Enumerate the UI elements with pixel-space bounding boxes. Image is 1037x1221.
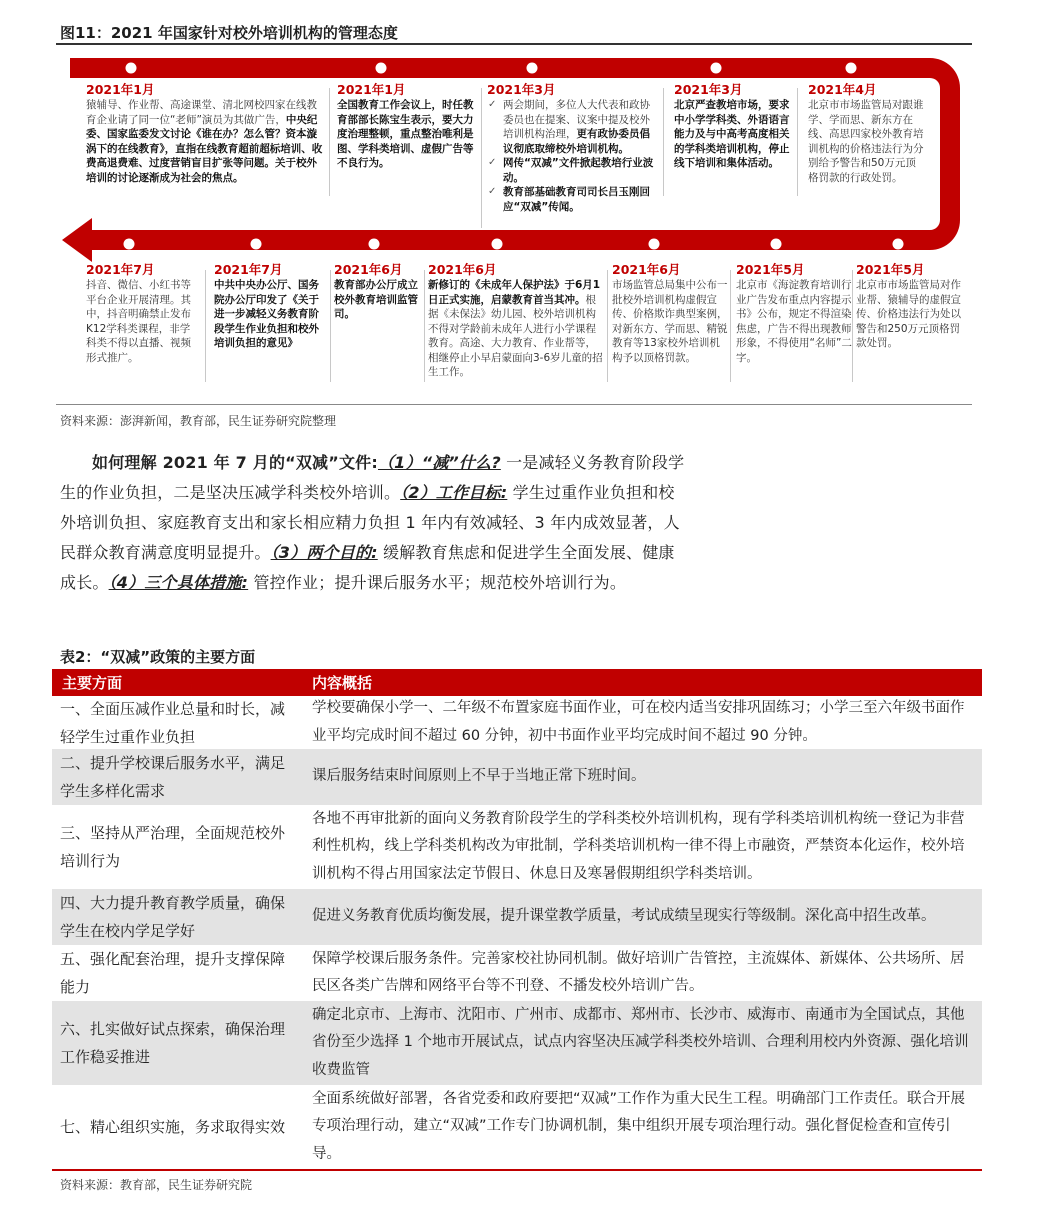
table-bottom-rule <box>52 1169 982 1171</box>
card-body <box>856 278 968 351</box>
row-aspect: 六、扎实做好试点探索，确保治理工作稳妥推进 <box>60 1020 286 1066</box>
card-text: 两会期间，多位人大代表和政协委员也在提案、议案中提及校外培训机构治理， <box>503 99 650 140</box>
timeline-card-bottom <box>612 262 728 365</box>
header-aspect: 主要方面 <box>62 674 123 692</box>
policy-table <box>52 669 982 1171</box>
card-text: 抖音、微信、小红书等平台企业开展清理。其中，抖音明确禁止发布K12学科类课程，非学科类不得以直播、视频形式推广。 <box>86 279 191 364</box>
row-aspect: 四、大力提升教育教学质量，确保学生在校内学足学好 <box>60 894 286 940</box>
card-body <box>428 278 606 380</box>
card-text: 北京市《海淀教育培训行业广告发布重点内容提示书》公布，规定不得渲染焦虑，广告不得出现教师形象，不得使用“名师”二字。 <box>736 279 852 364</box>
table-row <box>52 805 982 889</box>
table-row <box>52 945 982 1001</box>
figure-title: 图11：2021 年国家针对校外培训机构的管理态度 <box>60 24 398 42</box>
divider <box>852 270 853 382</box>
card-text: 教育部基础教育司司长吕玉刚回应“双减”传闻。 <box>503 186 650 213</box>
paragraph-keyword: （3）两个目的: <box>270 543 378 562</box>
card-body <box>337 98 477 171</box>
row-aspect: 五、强化配套治理，提升支撑保障能力 <box>60 950 286 996</box>
row-aspect: 一、全面压减作业总量和时长，减轻学生过重作业负担 <box>60 699 286 746</box>
row-content: 各地不再审批新的面向义务教育阶段学生的学科类校外培训机构，现有学科类培训机构统一登记为非营利性机构，线上学科类机构改为审批制，学科类培训机构一律不得上市融资，严禁资本化运作，校外培训机构不得占用国家法定节假日、休息日及寒暑假期组织学科类培训。 <box>312 810 965 882</box>
card-date: 2021年3月 <box>487 82 556 97</box>
row-aspect: 三、坚持从严治理，全面规范校外培训行为 <box>60 824 286 870</box>
timeline-dot <box>124 239 135 250</box>
row-content: 全面系统做好部署，各省党委和政府要把“双减”工作作为重大民生工程。明确部门工作责任。联合开展专项治理行动，建立“双减”工作专门协调机制，集中组织开展专项治理行动。强化督促检查和宣传引导。 <box>312 1090 966 1162</box>
row-content: 学校要确保小学一、二年级不布置家庭书面作业，可在校内适当安排巩固练习；小学三至六年级书面作业平均完成时间不超过 60 分钟，初中书面作业平均完成时间不超过 90 分钟。 <box>312 700 965 744</box>
header-content: 内容概括 <box>312 674 373 692</box>
card-text: 教育部办公厅成立校外教育培训监管司。 <box>334 279 418 320</box>
card-body <box>612 278 728 365</box>
card-date: 2021年6月 <box>612 262 681 277</box>
timeline-dot <box>376 63 387 74</box>
table-title: 表2：“双减”政策的主要方面 <box>60 648 256 666</box>
paragraph-keyword: （1）“减”什么? <box>377 453 501 472</box>
card-body <box>808 98 926 185</box>
timeline-dot <box>527 63 538 74</box>
timeline-dot <box>649 239 660 250</box>
divider <box>607 270 608 382</box>
paragraph-text: 如何理解 2021 年 7 月的“双减”文件: <box>92 453 378 472</box>
figure-source-rule <box>56 404 972 405</box>
timeline-card-top <box>808 82 926 185</box>
card-date: 2021年1月 <box>337 82 406 97</box>
timeline-card-top <box>86 82 326 185</box>
card-date: 2021年5月 <box>736 262 805 277</box>
row-aspect: 二、提升学校课后服务水平，满足学生多样化需求 <box>60 754 286 800</box>
row-content: 保障学校课后服务条件。完善家校社协同机制。做好培训广告管控，主流媒体、新媒体、公共场所、居民区各类广告牌和网络平台等不刊登、不播发校外培训广告。 <box>312 950 965 994</box>
card-body <box>736 278 852 365</box>
card-date: 2021年4月 <box>808 82 877 97</box>
timeline-dot <box>369 239 380 250</box>
card-text: 中央纪委、国家监委发文讨论《谁在办？怎么管？资本漩涡下的在线教育》，直指在线教育超前超标培训、收费高退费难、过度营销盲目扩张等问题。关于校外培训的讨论逐渐成为社会的焦点。 <box>86 113 323 184</box>
table-row <box>52 696 982 749</box>
timeline-card-bottom <box>736 262 852 365</box>
timeline-card-bottom <box>86 262 200 365</box>
card-date: 2021年7月 <box>86 262 155 277</box>
divider <box>424 270 425 382</box>
card-date: 2021年6月 <box>334 262 403 277</box>
divider <box>329 88 330 196</box>
timeline-dot <box>893 239 904 250</box>
timeline-dot <box>251 239 262 250</box>
card-date: 2021年1月 <box>86 82 155 97</box>
row-content: 课后服务结束时间原则上不早于当地正常下班时间。 <box>312 768 646 785</box>
card-text: 更有政协委员倡议彻底取缔校外培训机构。 <box>503 128 650 155</box>
timeline-card-top <box>487 82 657 214</box>
table-source: 资料来源：教育部，民生证券研究院 <box>60 1178 253 1192</box>
card-date: 2021年5月 <box>856 262 925 277</box>
row-content: 促进义务教育优质均衡发展，提升课堂教学质量，考试成绩呈现实行等级制。深化高中招生改革。 <box>312 908 936 925</box>
divider <box>663 88 664 196</box>
divider <box>481 88 482 228</box>
figure-source: 资料来源：澎湃新闻，教育部，民生证券研究院整理 <box>60 414 337 428</box>
timeline-dot <box>711 63 722 74</box>
table-row <box>52 889 982 945</box>
card-body <box>334 278 422 322</box>
divider <box>797 88 798 196</box>
card-text: 新修订的《未成年人保护法》于6月1日正式实施，启蒙教育首当其冲。 <box>428 279 601 306</box>
timeline-dot <box>771 239 782 250</box>
card-text: 北京市市场监管局对跟谁学、学而思、新东方在线、高思四家校外教育培训机构的价格违法行为分别给予警告和50万元顶格罚款的行政处罚。 <box>808 99 924 184</box>
paragraph-keyword: （4）三个具体措施: <box>108 573 249 592</box>
divider <box>205 270 206 382</box>
card-body <box>86 98 326 185</box>
paragraph-text: 缓解教育焦虑和促进学生全面发展、健康成长。 <box>60 543 675 592</box>
timeline-card-top <box>337 82 477 171</box>
card-body <box>674 98 792 171</box>
card-text: 北京市市场监管局对作业帮、猿辅导的虚假宣传、价格违法行为处以警告和250万元顶格罚款处罚。 <box>856 279 961 349</box>
card-text: 中共中央办公厅、国务院办公厅印发了《关于进一步减轻义务教育阶段学生作业负担和校外培训负担的意见》 <box>214 279 319 349</box>
divider <box>730 270 731 382</box>
card-body <box>86 278 200 365</box>
timeline-card-bottom <box>214 262 328 351</box>
card-date: 2021年3月 <box>674 82 743 97</box>
card-check-item <box>487 98 657 156</box>
timeline-card-bottom <box>428 262 606 380</box>
paragraph-text: 管控作业；提升课后服务水平；规范校外培训行为。 <box>248 573 627 592</box>
paragraph-keyword: （2）工作目标: <box>400 483 508 502</box>
card-check-item <box>487 156 657 185</box>
table-row <box>52 1001 982 1085</box>
card-text: 全国教育工作会议上，时任教育部部长陈宝生表示，要大力度治理整顿，重点整治唯利是图、学科类培训、虚假广告等不良行为。 <box>337 99 474 169</box>
paragraph-text: 学生过重作业负担和校外培训负担、家庭教育支出和家长相应精力负担 1 年内有效减轻、3 年内成效显著，人民群众教育满意度明显提升。 <box>60 483 680 562</box>
body-paragraph <box>60 448 685 598</box>
table-header <box>52 669 982 696</box>
timeline-dot <box>492 239 503 250</box>
row-content: 确定北京市、上海市、沈阳市、广州市、成都市、郑州市、长沙市、威海市、南通市为全国试点，其他省份至少选择 1 个地市开展试点，试点内容坚决压减学科类校外培训、合理利用校内外资源、强化培训收费监管 <box>312 1006 969 1078</box>
card-text: 北京严查教培市场，要求中小学学科类、外语语言能力及与中高考高度相关的学科类培训机构，停止线下培训和集体活动。 <box>674 99 790 169</box>
card-check-item <box>487 185 657 214</box>
card-text: 根据《未保法》幼儿园、校外培训机构不得对学龄前未成年人进行小学课程教育。高途、大力教育、作业帮等，相继停止小早启蒙面向3-6岁儿童的招生工作。 <box>428 293 603 378</box>
card-text: 网传“双减”文件掀起教培行业波动。 <box>503 157 654 184</box>
timeline-card-bottom <box>856 262 968 351</box>
timeline-dot <box>126 63 137 74</box>
table-row <box>52 749 982 805</box>
card-date: 2021年6月 <box>428 262 497 277</box>
table-row <box>52 1085 982 1169</box>
card-body <box>214 278 328 351</box>
paragraph-text: 一是减轻义务教育阶段学生的作业负担，二是坚决压减学科类校外培训。 <box>60 453 685 502</box>
row-aspect: 七、精心组织实施，务求取得实效 <box>60 1118 286 1136</box>
card-date: 2021年7月 <box>214 262 283 277</box>
divider <box>330 270 331 382</box>
card-text: 市场监管总局集中公布一批校外培训机构虚假宣传、价格欺诈典型案例，对新东方、学而思、精锐教育等13家校外培训机构予以顶格罚款。 <box>612 279 728 364</box>
timeline-dot <box>846 63 857 74</box>
card-text: 猿辅导、作业帮、高途课堂、清北网校四家在线教育企业请了同一位“老师”演员为其做广告， <box>86 99 317 126</box>
timeline-card-top <box>674 82 792 171</box>
timeline-card-bottom <box>334 262 422 322</box>
